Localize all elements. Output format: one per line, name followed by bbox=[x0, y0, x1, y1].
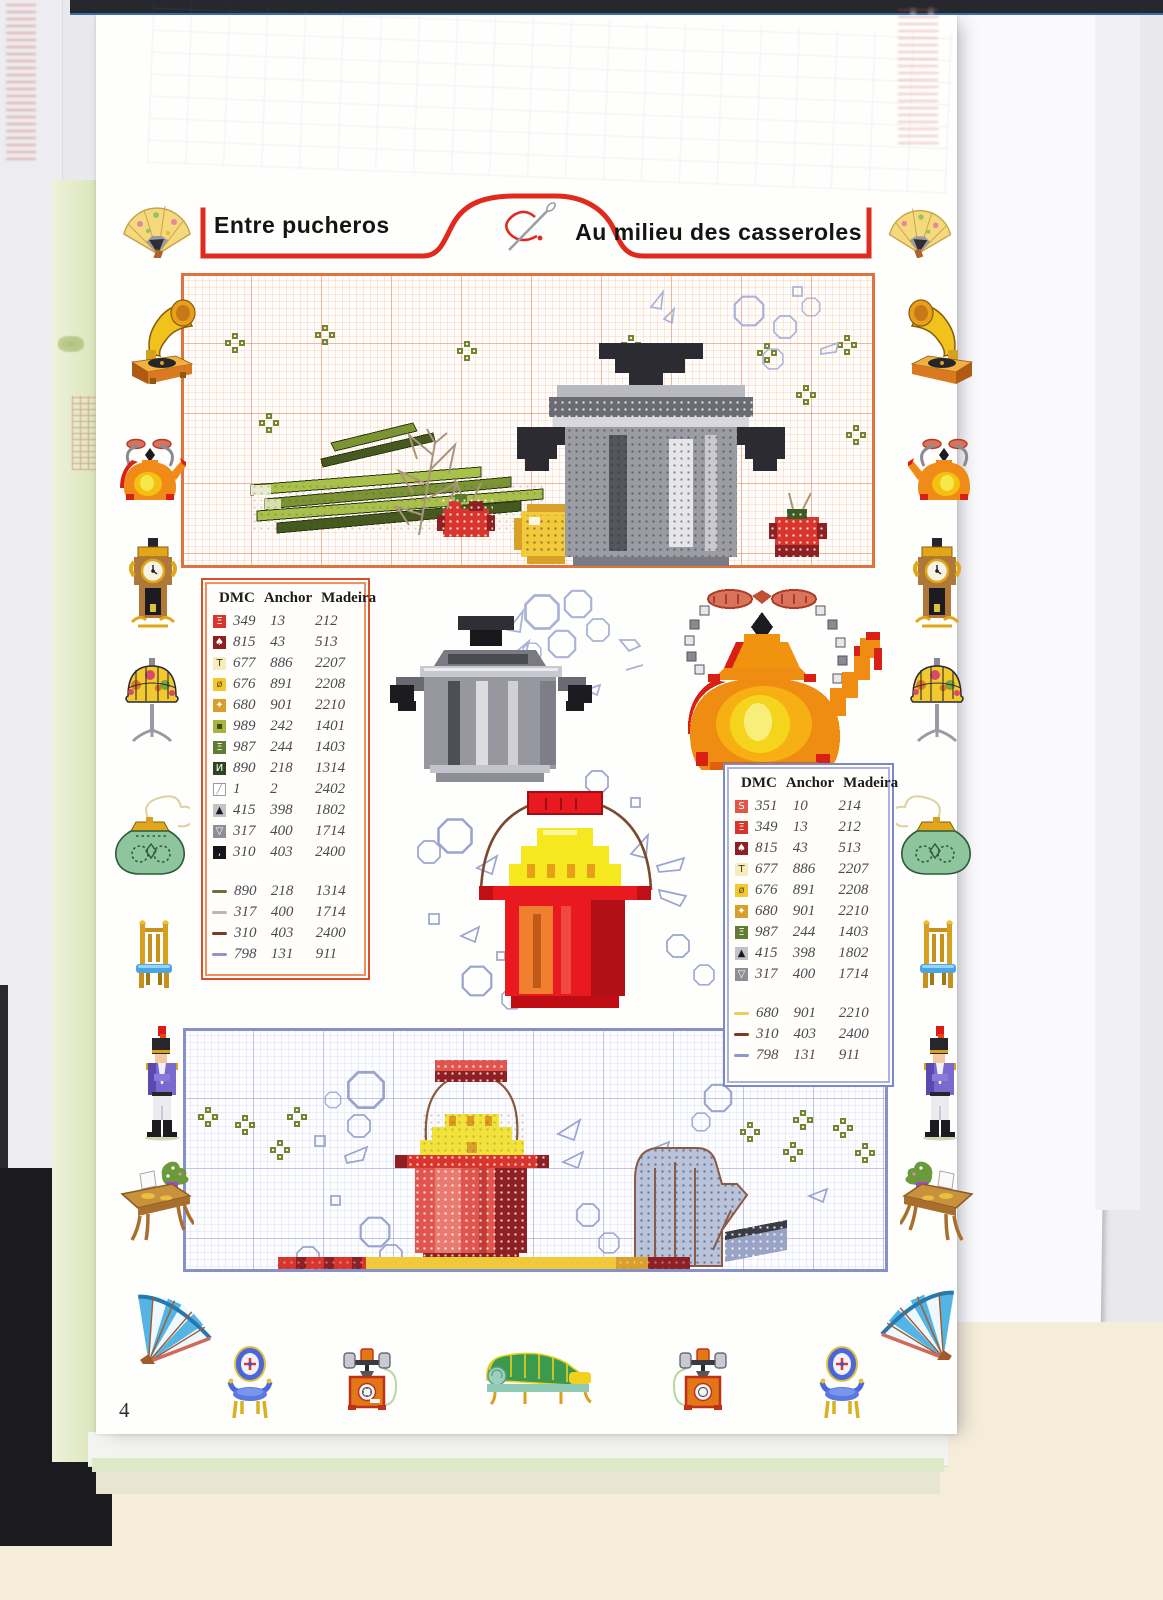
scan-bleedthrough bbox=[6, 2, 36, 160]
thread-madeira: 1403 bbox=[838, 924, 869, 940]
stitch-symbol-swatch: ▽ bbox=[213, 825, 226, 838]
thread-madeira: 2400 bbox=[315, 925, 346, 941]
thread-anchor: 403 bbox=[270, 844, 293, 860]
thread-dmc: 415 bbox=[755, 945, 778, 961]
coin-purse-icon bbox=[112, 792, 190, 876]
blue-fan-icon bbox=[878, 1280, 970, 1360]
thread-dmc: 677 bbox=[755, 861, 778, 877]
thread-anchor: 244 bbox=[270, 739, 293, 755]
thread-madeira: 212 bbox=[838, 819, 861, 835]
backstitch-line-swatch bbox=[734, 1012, 749, 1015]
legend-gap bbox=[203, 863, 368, 881]
legend-row bbox=[725, 859, 892, 880]
legend-backstitch-row bbox=[725, 1024, 892, 1045]
thread-anchor: 131 bbox=[793, 1047, 816, 1063]
thread-dmc: 349 bbox=[233, 613, 256, 629]
thread-dmc: 677 bbox=[233, 655, 256, 671]
legend-backstitch-row bbox=[725, 1045, 892, 1066]
thread-anchor: 13 bbox=[270, 613, 286, 629]
stitch-symbol-swatch: Ξ bbox=[735, 926, 748, 939]
thread-madeira: 214 bbox=[838, 798, 861, 814]
thread-madeira: 911 bbox=[315, 946, 337, 962]
backstitch-line-swatch bbox=[212, 911, 227, 914]
thread-legend-right bbox=[723, 763, 899, 1087]
thread-madeira: 1314 bbox=[315, 883, 346, 899]
thread-madeira: 1401 bbox=[315, 718, 346, 734]
thread-anchor: 10 bbox=[792, 798, 808, 814]
thread-dmc: 989 bbox=[233, 718, 256, 734]
thread-anchor: 244 bbox=[792, 924, 816, 940]
stitch-symbol-swatch: ø bbox=[735, 884, 748, 897]
thread-madeira: 2208 bbox=[838, 882, 869, 898]
stitch-symbol-swatch: Ξ bbox=[213, 615, 226, 628]
thread-madeira: 2210 bbox=[838, 903, 869, 919]
legend-row bbox=[725, 880, 892, 901]
small-kettle-icon bbox=[114, 436, 186, 504]
bleedthrough-fragment bbox=[72, 396, 96, 470]
legend-header bbox=[219, 590, 377, 607]
thread-anchor: 891 bbox=[792, 882, 816, 898]
thread-madeira: 1403 bbox=[315, 739, 346, 755]
stitch-symbol-swatch: Ξ bbox=[213, 741, 226, 754]
thread-madeira: 2402 bbox=[315, 781, 346, 797]
thread-madeira: 2207 bbox=[315, 655, 346, 671]
legend-backstitch-row bbox=[203, 944, 368, 965]
legend-header bbox=[741, 775, 899, 792]
legend-backstitch-row bbox=[203, 902, 368, 923]
backstitch-line-swatch bbox=[212, 953, 227, 956]
thread-anchor: 403 bbox=[793, 1026, 816, 1042]
thread-dmc: 680 bbox=[756, 1005, 779, 1021]
scan-shadow bbox=[0, 985, 8, 1175]
thread-dmc: 815 bbox=[233, 634, 256, 650]
legend-row bbox=[725, 964, 892, 985]
thread-dmc: 987 bbox=[755, 924, 778, 940]
legend-row bbox=[203, 779, 368, 800]
top-cross-stitch-chart bbox=[181, 273, 875, 568]
legend-col-dmc: DMC bbox=[219, 590, 255, 606]
paper-sheet-edge bbox=[1095, 0, 1140, 1210]
thread-anchor: 403 bbox=[270, 925, 294, 941]
stitch-symbol-swatch: T bbox=[735, 863, 748, 876]
small-kettle-icon bbox=[908, 436, 980, 504]
stitch-symbol-swatch: Ξ bbox=[735, 821, 748, 834]
thread-anchor: 398 bbox=[270, 802, 293, 818]
yellow-fan-icon bbox=[884, 200, 956, 258]
wall-clock-icon bbox=[124, 538, 182, 630]
thread-madeira: 2210 bbox=[315, 697, 346, 713]
legend-backstitch-row bbox=[725, 1003, 892, 1024]
thread-dmc: 310 bbox=[234, 925, 257, 941]
yellow-fan-icon bbox=[118, 198, 196, 258]
thread-dmc: 815 bbox=[755, 840, 778, 856]
writing-table-icon bbox=[118, 1158, 194, 1244]
stitch-symbol-swatch: ♠ bbox=[735, 842, 748, 855]
underlying-page-edge bbox=[52, 180, 102, 1462]
legend-row bbox=[725, 922, 892, 943]
thread-madeira: 513 bbox=[838, 840, 861, 856]
backstitch-line-swatch bbox=[212, 890, 227, 893]
thread-dmc: 676 bbox=[755, 882, 778, 898]
thread-madeira: 2208 bbox=[315, 676, 346, 692]
thread-anchor: 398 bbox=[792, 945, 816, 961]
section-title-left: Entre pucheros bbox=[214, 212, 390, 238]
wall-clock-icon bbox=[908, 538, 966, 630]
thread-dmc: 351 bbox=[755, 798, 778, 814]
legend-row bbox=[725, 838, 892, 859]
stitch-symbol-swatch: ♠ bbox=[213, 636, 226, 649]
thread-dmc: 1 bbox=[233, 781, 241, 797]
legend-backstitch-row bbox=[203, 881, 368, 902]
thread-anchor: 901 bbox=[792, 903, 816, 919]
antique-telephone-icon bbox=[334, 1347, 402, 1413]
thread-madeira: 1314 bbox=[315, 760, 346, 776]
legend-col-anchor: Anchor bbox=[785, 775, 835, 791]
thread-dmc: 798 bbox=[234, 946, 257, 962]
thread-dmc: 798 bbox=[756, 1047, 779, 1063]
thread-dmc: 987 bbox=[233, 739, 256, 755]
legend-col-madeira: Madeira bbox=[843, 775, 899, 791]
thread-madeira: 2400 bbox=[315, 844, 346, 860]
scanner-background bbox=[0, 1492, 1163, 1600]
backstitch-line-swatch bbox=[212, 932, 227, 935]
stitch-symbol-swatch: ▽ bbox=[735, 968, 748, 981]
thread-madeira: 2400 bbox=[838, 1026, 869, 1042]
thread-dmc: 310 bbox=[756, 1026, 779, 1042]
writing-table-icon bbox=[900, 1158, 976, 1244]
tiffany-lamp-icon bbox=[120, 658, 184, 746]
thread-dmc: 890 bbox=[233, 760, 256, 776]
thread-anchor: 400 bbox=[270, 823, 293, 839]
thread-madeira: 911 bbox=[838, 1047, 861, 1063]
page-stack-edge bbox=[96, 1472, 940, 1494]
stitch-symbol-swatch: ✦ bbox=[735, 905, 748, 918]
thread-dmc: 680 bbox=[755, 903, 778, 919]
stitch-symbol-swatch: T bbox=[213, 657, 226, 670]
legend-row bbox=[725, 943, 892, 964]
thread-legend-left bbox=[201, 578, 377, 980]
thread-anchor: 886 bbox=[792, 861, 816, 877]
wooden-chair-icon bbox=[132, 920, 176, 990]
legend-row bbox=[203, 674, 368, 695]
legend-row bbox=[725, 796, 892, 817]
thread-anchor: 242 bbox=[270, 718, 293, 734]
page-number: 4 bbox=[119, 1398, 130, 1422]
stitch-symbol-swatch: ✦ bbox=[213, 699, 226, 712]
thread-madeira: 1714 bbox=[315, 823, 346, 839]
coin-purse-icon bbox=[896, 792, 974, 876]
wooden-chair-icon bbox=[916, 920, 960, 990]
thread-dmc: 680 bbox=[233, 697, 256, 713]
thread-anchor: 43 bbox=[792, 840, 808, 856]
legend-row bbox=[203, 737, 368, 758]
legend-row bbox=[203, 821, 368, 842]
thread-madeira: 2210 bbox=[838, 1005, 869, 1021]
thread-dmc: 310 bbox=[233, 844, 256, 860]
legend-row bbox=[203, 653, 368, 674]
legend-row bbox=[203, 716, 368, 737]
blue-fan-icon bbox=[122, 1284, 214, 1364]
stitch-symbol-swatch: ▪ bbox=[213, 720, 226, 733]
thread-dmc: 317 bbox=[233, 823, 256, 839]
thread-anchor: 400 bbox=[270, 904, 294, 920]
scan-bleedthrough bbox=[898, 8, 938, 144]
blue-armchair-icon bbox=[818, 1346, 866, 1420]
thread-dmc: 349 bbox=[755, 819, 778, 835]
legend-col-madeira: Madeira bbox=[321, 590, 377, 606]
thread-dmc: 317 bbox=[234, 904, 257, 920]
legend-gap bbox=[725, 985, 892, 1003]
tiffany-lamp-icon bbox=[905, 658, 969, 746]
thread-madeira: 513 bbox=[315, 634, 338, 650]
section-title-right: Au milieu des casseroles bbox=[575, 219, 862, 245]
thread-anchor: 13 bbox=[792, 819, 808, 835]
legend-row bbox=[725, 901, 892, 922]
legend-row bbox=[203, 695, 368, 716]
legend-row bbox=[203, 632, 368, 653]
legend-row bbox=[203, 800, 368, 821]
stitch-symbol-swatch: S bbox=[735, 800, 748, 813]
bleedthrough-fragment bbox=[58, 336, 84, 352]
thread-madeira: 1714 bbox=[315, 904, 346, 920]
orange-kettle-motif bbox=[652, 582, 887, 770]
backstitch-line-swatch bbox=[734, 1033, 749, 1036]
stitch-symbol-swatch: ø bbox=[213, 678, 226, 691]
thread-madeira: 2207 bbox=[838, 861, 869, 877]
scan-bleedthrough bbox=[147, 3, 953, 194]
red-pail-motif bbox=[415, 768, 725, 1023]
thread-anchor: 2 bbox=[270, 781, 278, 797]
thread-dmc: 676 bbox=[233, 676, 256, 692]
antique-telephone-icon bbox=[668, 1347, 736, 1413]
stitch-symbol-swatch: ╱ bbox=[213, 783, 226, 796]
thread-madeira: 1714 bbox=[838, 966, 869, 982]
thread-madeira: 212 bbox=[315, 613, 338, 629]
thread-dmc: 415 bbox=[233, 802, 256, 818]
thread-anchor: 131 bbox=[270, 946, 294, 962]
border-chain bbox=[278, 1257, 690, 1269]
thread-anchor: 400 bbox=[792, 966, 816, 982]
legend-col-anchor: Anchor bbox=[263, 590, 313, 606]
thread-anchor: 43 bbox=[270, 634, 286, 650]
thread-anchor: 886 bbox=[270, 655, 293, 671]
chaise-longue-icon bbox=[477, 1350, 603, 1408]
legend-row bbox=[203, 758, 368, 779]
thread-anchor: 891 bbox=[270, 676, 293, 692]
thread-anchor: 901 bbox=[793, 1005, 816, 1021]
backstitch-line-swatch bbox=[734, 1054, 749, 1057]
thread-madeira: 1802 bbox=[838, 945, 869, 961]
legend-row bbox=[203, 611, 368, 632]
thread-dmc: 317 bbox=[755, 966, 778, 982]
soldier-icon bbox=[908, 1026, 968, 1142]
stitch-symbol-swatch: ▲ bbox=[213, 804, 226, 817]
pressure-cooker-motif bbox=[390, 580, 652, 795]
legend-backstitch-row bbox=[203, 923, 368, 944]
blue-armchair-icon bbox=[226, 1346, 274, 1420]
thread-dmc: 890 bbox=[234, 883, 257, 899]
stitch-symbol-swatch: ▲ bbox=[735, 947, 748, 960]
thread-anchor: 218 bbox=[270, 883, 294, 899]
legend-row bbox=[725, 817, 892, 838]
thread-anchor: 901 bbox=[270, 697, 293, 713]
thread-madeira: 1802 bbox=[315, 802, 346, 818]
legend-row bbox=[203, 842, 368, 863]
stitch-symbol-swatch: , bbox=[213, 846, 226, 859]
soldier-icon bbox=[130, 1026, 190, 1142]
gramophone-icon bbox=[906, 298, 984, 386]
thread-anchor: 218 bbox=[270, 760, 293, 776]
legend-col-dmc: DMC bbox=[741, 775, 777, 791]
stitch-symbol-swatch: И bbox=[213, 762, 226, 775]
page-stack-edge bbox=[92, 1458, 944, 1472]
gramophone-icon bbox=[120, 298, 198, 386]
